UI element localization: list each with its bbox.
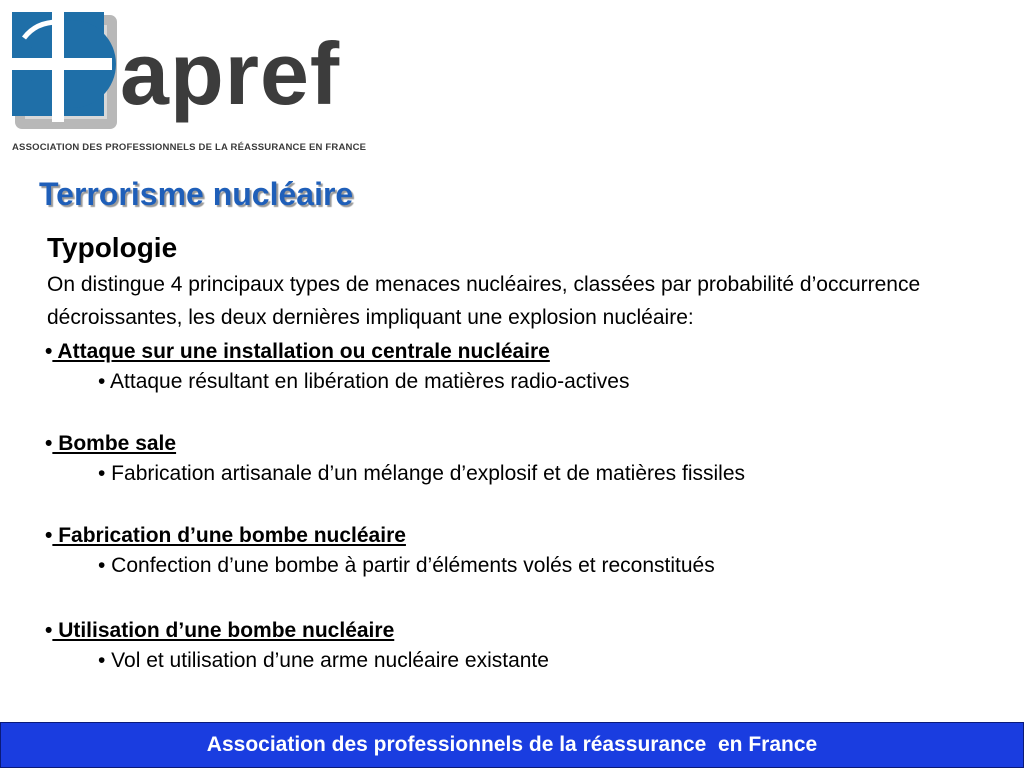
- list-item-heading: Attaque sur une installation ou centrale nucléaire: [52, 340, 550, 363]
- bullet-dot: •: [45, 524, 53, 547]
- footer-banner: [0, 722, 1024, 768]
- list-item: [45, 340, 995, 394]
- list-item: [45, 432, 995, 486]
- list-item: [45, 524, 995, 578]
- list-item: [45, 619, 995, 673]
- apref-logo-mark-icon: [6, 8, 121, 133]
- bullet-dot: •: [45, 340, 53, 363]
- logo-wordmark: apref: [120, 24, 341, 123]
- list-item-detail: • Attaque résultant en libération de matières radio-actives: [98, 370, 630, 393]
- list-item-detail: • Fabrication artisanale d’un mélange d’explosif et de matières fissiles: [98, 462, 746, 485]
- list-item-heading: Utilisation d’une bombe nucléaire: [52, 619, 395, 642]
- footer-text: Association des professionnels de la réassurance en France: [206, 733, 818, 756]
- apref-logo: [6, 8, 368, 154]
- logo-tagline: ASSOCIATION DES PROFESSIONNELS DE LA RÉASSURANCE EN FRANCE: [12, 142, 367, 153]
- list-item-heading: Fabrication d’une bombe nucléaire: [52, 524, 406, 547]
- list-item-heading: Bombe sale: [52, 432, 177, 455]
- section-subtitle: Typologie: [47, 232, 178, 263]
- intro-paragraph: On distingue 4 principaux types de menaces nucléaires, classées par probabilité d’occurrence décroissantes, les deux dernières impliquant une explosion nucléaire:: [47, 273, 921, 329]
- bullet-dot: •: [45, 619, 53, 642]
- list-item-detail: • Confection d’une bombe à partir d’éléments volés et reconstitués: [98, 554, 715, 577]
- list-item-detail: • Vol et utilisation d’une arme nucléaire existante: [98, 649, 549, 672]
- slide-title: Terrorisme nucléaire: [39, 176, 354, 212]
- bullet-dot: •: [45, 432, 53, 455]
